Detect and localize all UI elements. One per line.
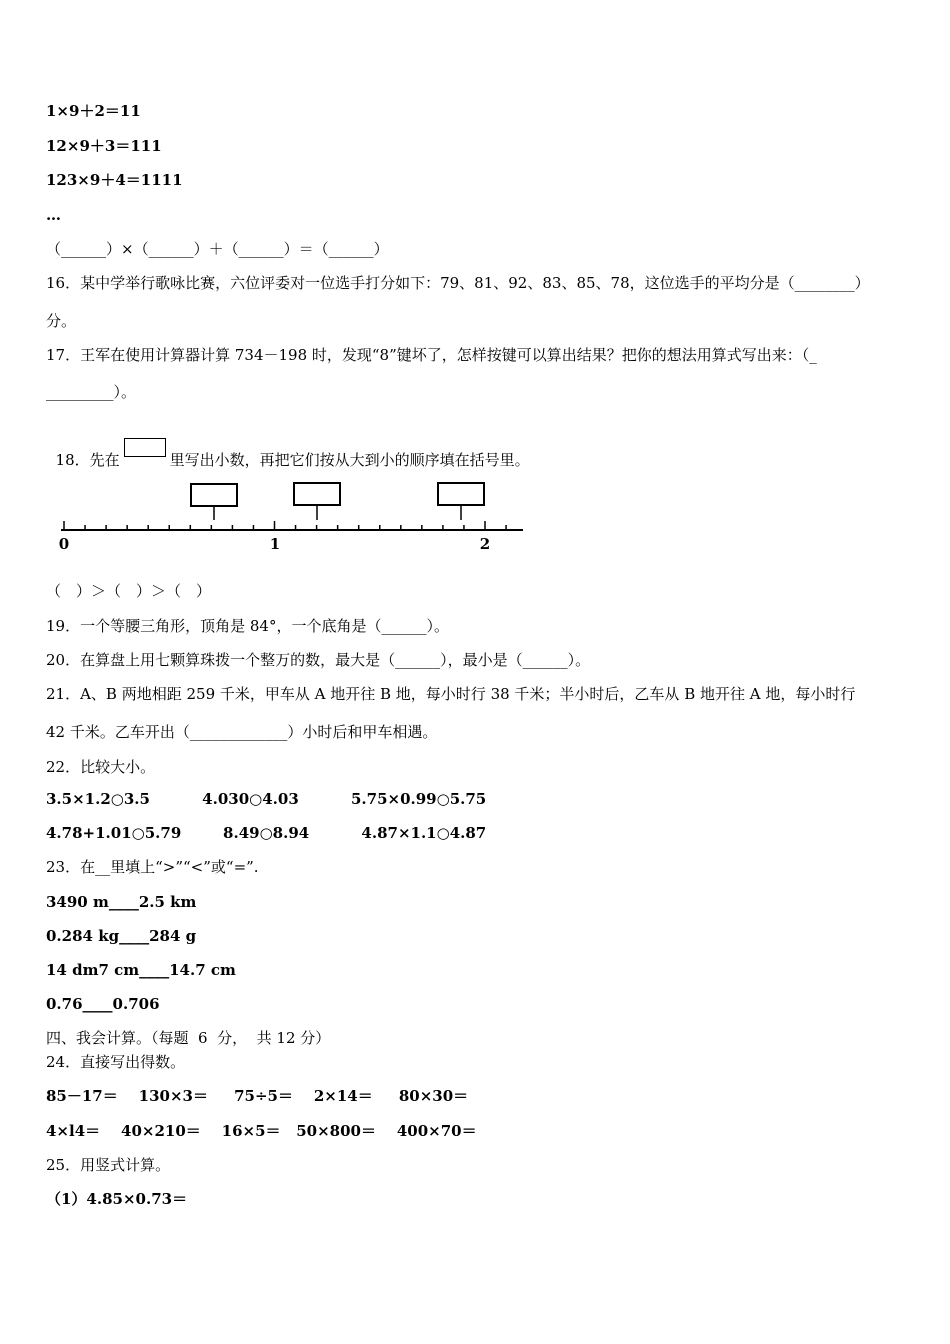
answer-box-icon xyxy=(124,438,166,457)
axis-label-1: 1 xyxy=(269,535,281,553)
box-pointers xyxy=(214,505,461,520)
question-18-order[interactable]: （ ）＞（ ）＞（ ） xyxy=(46,582,212,600)
question-18-suffix: 里写出小数，再把它们按从大到小的顺序填在括号里。 xyxy=(169,451,530,469)
question-18 xyxy=(46,428,530,470)
answer-box-2[interactable] xyxy=(294,483,340,505)
pattern-line-1: 1×9＋2＝11 xyxy=(46,102,141,120)
question-17-tail: _________）。 xyxy=(46,383,137,401)
question-22-row-2: 4.78+1.01○5.79 8.49○8.94 4.87×1.1○4.87 xyxy=(46,824,487,842)
pattern-blank-line[interactable]: （______）×（______）＋（______）＝（______） xyxy=(46,240,389,258)
question-18-prefix: 18．先在 xyxy=(55,451,120,469)
question-21: 21．A、B 两地相距 259 千米，甲车从 A 地开往 B 地，每小时行 38 千米；半小时后，乙车从 B 地开往 A 地，每小时行 xyxy=(46,685,856,703)
axis-label-0: 0 xyxy=(58,535,70,553)
question-23-item-1: 3490 m____2.5 km xyxy=(46,893,197,911)
pattern-ellipsis: … xyxy=(46,206,61,224)
question-24-title: 24．直接写出得数。 xyxy=(46,1053,186,1071)
pattern-line-3: 123×9＋4＝1111 xyxy=(46,171,183,189)
question-17: 17．王军在使用计算器计算 734－198 时，发现“8”键坏了，怎样按键可以算出结果？把你的想法用算式写出来：（_ xyxy=(46,346,817,364)
question-24-row-2: 4×l4＝ 40×210＝ 16×5＝ 50×800＝ 400×70＝ xyxy=(46,1122,477,1140)
section-4-heading: 四、我会计算。（每题 6 分， 共 12 分） xyxy=(46,1029,331,1047)
number-line-figure xyxy=(55,475,535,555)
question-24-row-1: 85－17＝ 130×3＝ 75÷5＝ 2×14＝ 80×30＝ xyxy=(46,1087,469,1105)
question-20: 20．在算盘上用七颗算珠拨一个整万的数，最大是（______），最小是（______）。 xyxy=(46,651,591,669)
question-22-title: 22．比较大小。 xyxy=(46,758,156,776)
question-16: 16．某中学举行歌咏比赛，六位评委对一位选手打分如下：79、81、92、83、85、78，这位选手的平均分是（________） xyxy=(46,274,870,292)
question-19: 19．一个等腰三角形，顶角是 84°，一个底角是（______）。 xyxy=(46,617,449,635)
question-22-row-1: 3.5×1.2○3.5 4.030○4.03 5.75×0.99○5.75 xyxy=(46,790,487,808)
question-16-tail: 分。 xyxy=(46,312,77,330)
question-21-tail: 42 千米。乙车开出（_____________）小时后和甲车相遇。 xyxy=(46,723,438,741)
question-23-item-4: 0.76____0.706 xyxy=(46,995,160,1013)
axis-label-2: 2 xyxy=(479,535,491,553)
answer-box-3[interactable] xyxy=(438,483,484,505)
pattern-line-2: 12×9＋3＝111 xyxy=(46,137,162,155)
question-25-title: 25．用竖式计算。 xyxy=(46,1156,171,1174)
question-25-item-1: （1）4.85×0.73＝ xyxy=(46,1190,188,1208)
question-23-title: 23．在__里填上“>”“<”或“=”. xyxy=(46,858,259,876)
question-23-item-2: 0.284 kg____284 g xyxy=(46,927,197,945)
question-23-item-3: 14 dm7 cm____14.7 cm xyxy=(46,961,236,979)
answer-boxes xyxy=(191,483,484,506)
number-line-ticks xyxy=(64,521,506,530)
answer-box-1[interactable] xyxy=(191,484,237,506)
